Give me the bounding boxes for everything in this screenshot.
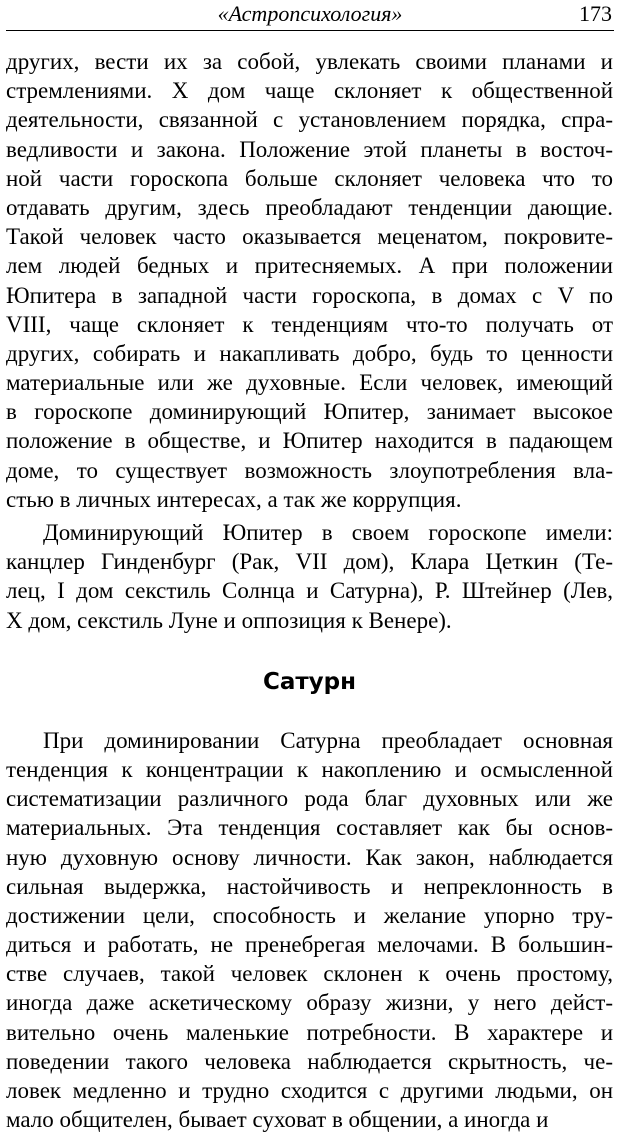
text-line: положение в обществе, и Юпитер находится в падающем <box>6 428 613 454</box>
text-line: VIII, чаще склоняет к тенденциям что-то получать от <box>6 311 613 337</box>
text-line: стью в личных интересах, а так же коррупция. <box>6 486 462 512</box>
text-line: ловек медленно и трудно сходится с другими людьми, он <box>6 1078 613 1103</box>
running-header <box>6 0 614 31</box>
text-line: Доминирующий Юпитер в своем гороскопе имели: <box>43 520 613 545</box>
text-line: Юпитера в западной части гороскопа, в домах с V по <box>6 282 613 308</box>
text-line: материальные или же духовные. Если человек, имеющий <box>6 370 613 396</box>
text-line: материальных. Эта тенденция составляет как бы основ- <box>6 815 613 841</box>
text-line: в гороскопе доминирующий Юпитер, занимает высокое <box>6 399 613 425</box>
paragraph-jupiter-houses <box>6 47 613 514</box>
text-line: X дом, секстиль Луне и оппозиция к Венере). <box>6 607 452 633</box>
text-line: стремлениями. X дом чаще склоняет к общественной <box>6 78 613 104</box>
text-line: При доминировании Сатурна преобладает основная <box>43 727 613 753</box>
text-line: доме, то существует возможность злоупотребления вла- <box>6 457 613 483</box>
text-line: поведении такого человека наблюдается скрытность, че- <box>6 1048 613 1074</box>
running-title: «Астропсихология» <box>217 1 403 26</box>
text-line: других, собирать и накапливать добро, будь то ценности <box>6 340 613 366</box>
text-line: ведливости и закона. Положение этой планеты в восточ- <box>6 136 613 162</box>
text-line: других, вести их за собой, увлекать своими планами и <box>6 49 613 74</box>
text-line: канцлер Гинденбург (Рак, VII дом), Клара Цеткин (Те- <box>6 549 613 575</box>
text-line: диться и работать, не пренебрегая мелочами. В большин- <box>6 932 613 958</box>
text-line: Такой человек часто оказывается меценатом, покровите- <box>6 224 613 250</box>
page-number: 173 <box>579 1 612 26</box>
text-line: лем людей бедных и притесняемых. А при положении <box>6 253 613 279</box>
page-body <box>6 47 613 1134</box>
text-line: стве случаев, такой человек склонен к очень простому, <box>6 961 613 987</box>
text-line: тенденция к концентрации к накоплению и осмысленной <box>6 756 613 782</box>
text-line: ной части гороскопа больше склоняет человека что то <box>6 165 613 191</box>
text-line: систематизации различного рода благ духовных или же <box>6 786 613 812</box>
text-line: ную духовную основу личности. Как закон, наблюдается <box>6 844 613 870</box>
paragraph-saturn <box>6 726 613 1134</box>
text-line: мало общителен, бывает суховат в общении, а иногда и <box>6 1107 549 1133</box>
paragraph-jupiter-examples <box>6 518 613 635</box>
text-line: деятельности, связанной с установлением порядка, спра- <box>6 107 613 133</box>
text-line: иногда даже аскетическому образу жизни, у него дейст- <box>6 990 613 1016</box>
section-heading-saturn: Сатурн <box>262 668 357 695</box>
text-line: отдавать другим, здесь преобладают тенденции дающие. <box>6 194 613 220</box>
text-line: достижении цели, способность и желание упорно тру- <box>6 902 613 928</box>
text-line: лец, I дом секстиль Солнца и Сатурна), Р. Штейнер (Лев, <box>6 578 613 604</box>
text-line: сильная выдержка, настойчивость и непреклонность в <box>6 873 613 899</box>
text-line: вительно очень маленькие потребности. В характере и <box>6 1019 613 1045</box>
